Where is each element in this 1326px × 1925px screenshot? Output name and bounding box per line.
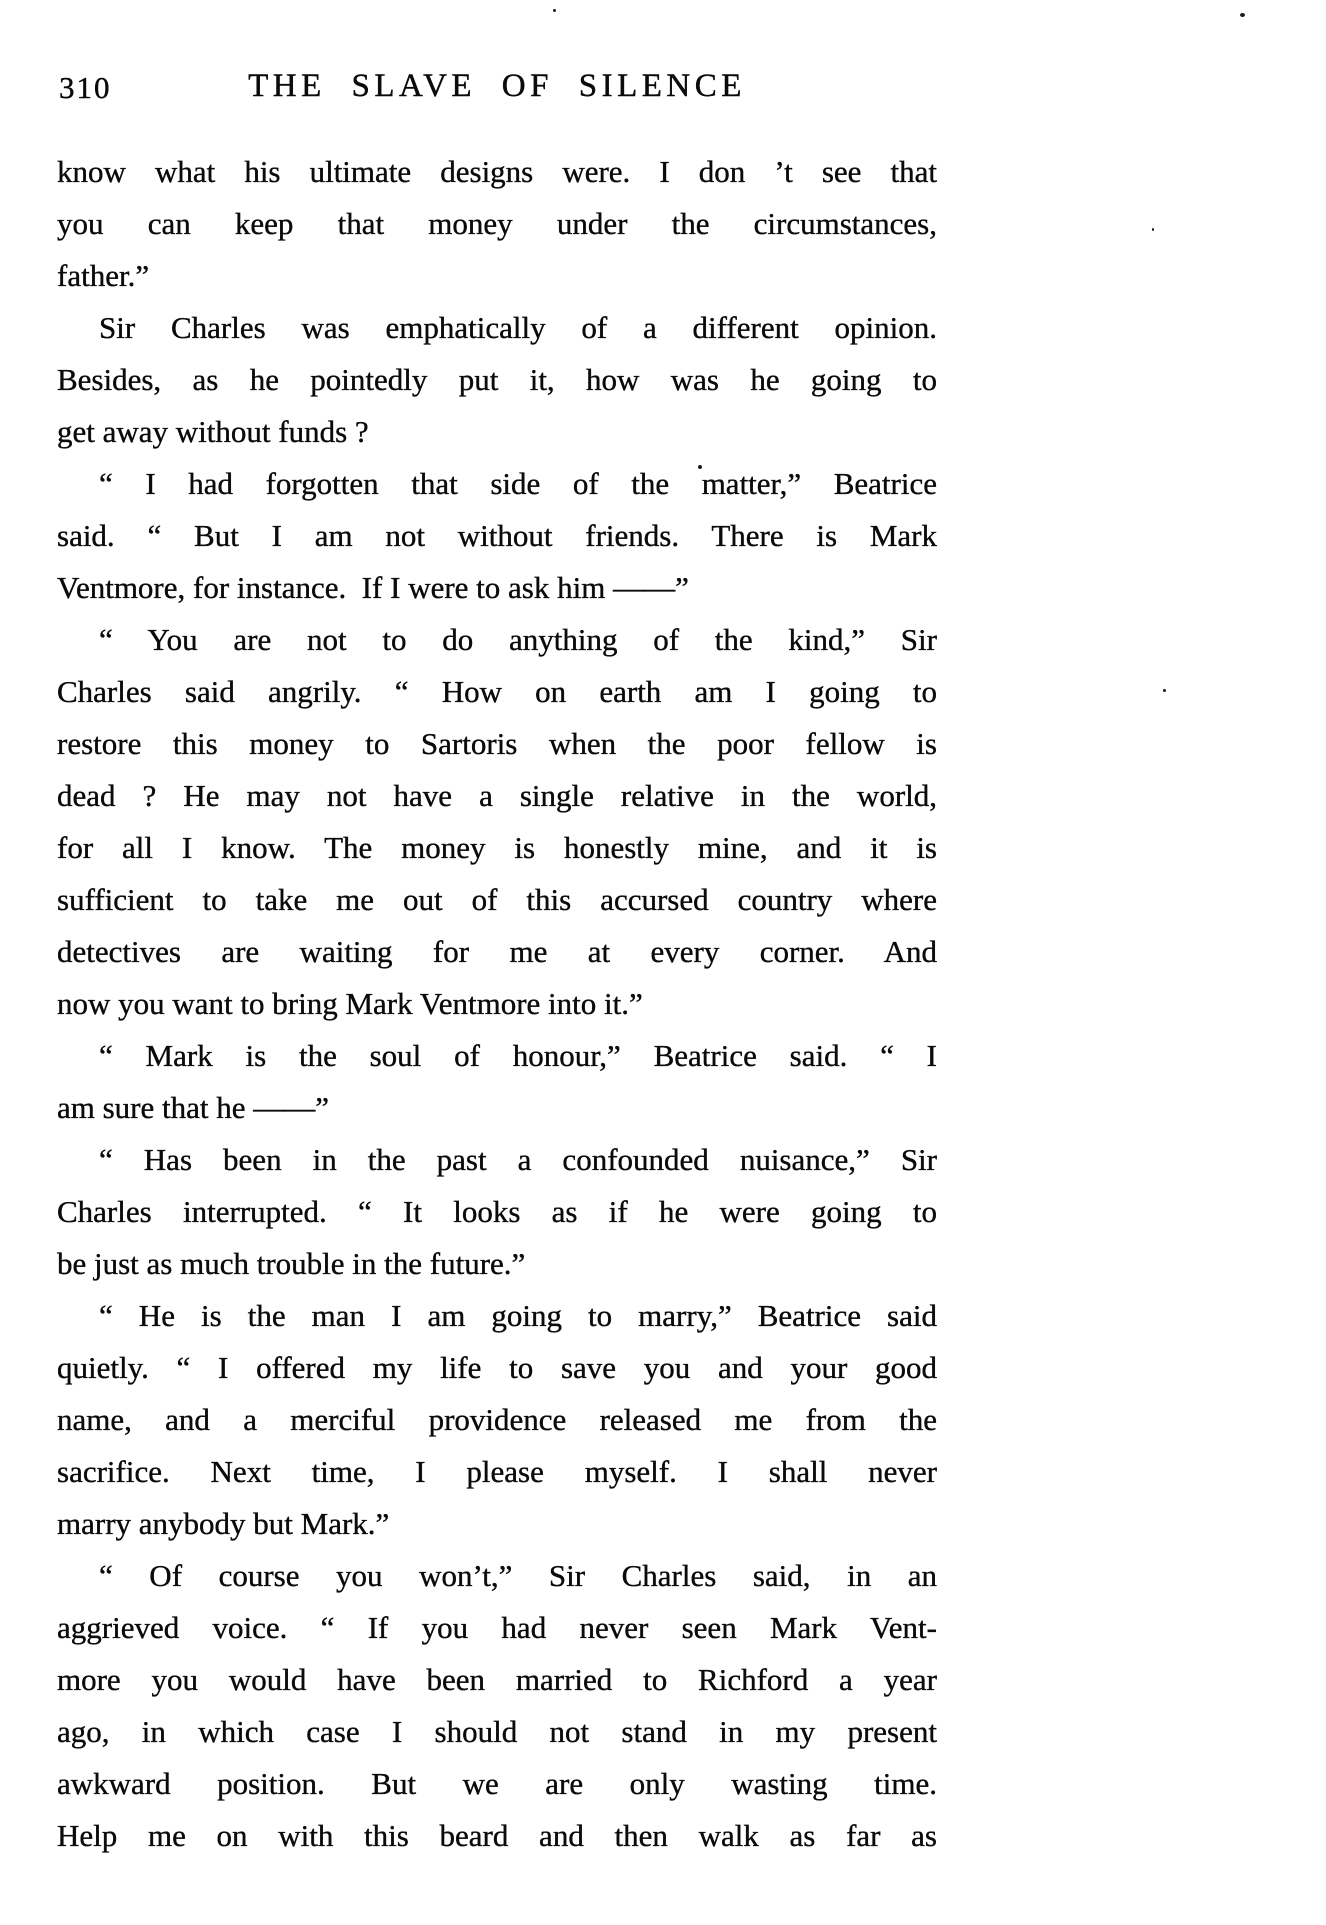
text-line: Sir Charles was emphatically of a different opinion. [99, 310, 937, 345]
text-line: Help me on with this beard and then walk as far as [57, 1818, 937, 1853]
text-line: for all I know. The money is honestly mine, and it is [57, 830, 937, 865]
text-line: know what his ultimate designs were. I don ’t see that [57, 154, 937, 189]
text-line: now you want to bring Mark Ventmore into it.” [57, 986, 643, 1021]
text-line: Charles interrupted. “ It looks as if he were going to [57, 1194, 937, 1229]
text-line: Ventmore, for instance. If I were to ask him ——” [57, 570, 689, 605]
text-line: dead ? He may not have a single relative in the world, [57, 778, 937, 813]
body-text [57, 146, 937, 1862]
text-line: be just as much trouble in the future.” [57, 1246, 526, 1281]
page-header [57, 68, 937, 114]
text-line: more you would have been married to Richford a year [57, 1662, 937, 1697]
text-line: “ You are not to do anything of the kind,” Sir [99, 622, 937, 657]
text-line: name, and a merciful providence released me from the [57, 1402, 937, 1437]
scan-speck [1152, 228, 1154, 231]
text-line: said. “ But I am not without friends. There is Mark [57, 518, 937, 553]
scan-speck [553, 9, 556, 12]
text-line: restore this money to Sartoris when the poor fellow is [57, 726, 937, 761]
text-line: awkward position. But we are only wasting time. [57, 1766, 937, 1801]
text-line: marry anybody but Mark.” [57, 1506, 390, 1541]
scan-speck [1163, 689, 1166, 692]
running-title: THE SLAVE OF SILENCE [248, 68, 746, 104]
text-line: “ Has been in the past a confounded nuisance,” Sir [99, 1142, 937, 1177]
text-line: aggrieved voice. “ If you had never seen Mark Vent- [57, 1610, 937, 1645]
page-number: 310 [59, 70, 112, 105]
text-line: quietly. “ I offered my life to save you and your good [57, 1350, 937, 1385]
text-line: “ I had forgotten that side of the matter,” Beatrice [99, 466, 937, 501]
text-line: sufficient to take me out of this accursed country where [57, 882, 937, 917]
text-line: Besides, as he pointedly put it, how was he going to [57, 362, 937, 397]
scan-speck [1240, 13, 1245, 17]
text-line: “ Of course you won’t,” Sir Charles said, in an [99, 1558, 937, 1593]
text-line: sacrifice. Next time, I please myself. I shall never [57, 1454, 937, 1489]
text-line: you can keep that money under the circumstances, [57, 206, 937, 241]
text-line: “ He is the man I am going to marry,” Beatrice said [99, 1298, 937, 1333]
text-line: get away without funds ? [57, 414, 369, 449]
text-line: detectives are waiting for me at every corner. And [57, 934, 937, 969]
text-line: “ Mark is the soul of honour,” Beatrice said. “ I [99, 1038, 937, 1073]
text-line: Charles said angrily. “ How on earth am I going to [57, 674, 937, 709]
text-line: am sure that he ——” [57, 1090, 330, 1125]
text-line: father.” [57, 258, 150, 293]
text-line: ago, in which case I should not stand in my present [57, 1714, 937, 1749]
